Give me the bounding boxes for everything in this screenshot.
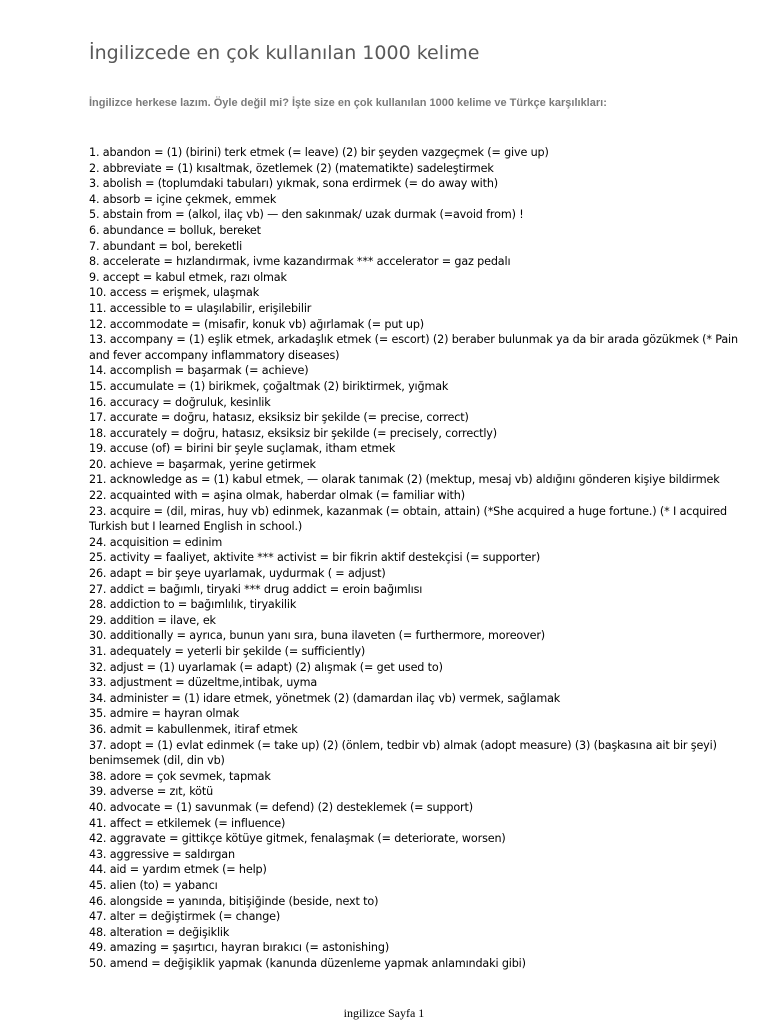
word-entry: 49. amazing = şaşırtıcı, hayran bırakıcı (= astonishing): [89, 941, 390, 955]
word-entry: 24. acquisition = edinim: [89, 535, 223, 549]
word-entry: 38. adore = çok sevmek, tapmak: [89, 769, 271, 783]
word-entry: 12. accommodate = (misafir, konuk vb) ağırlamak (= put up): [89, 317, 425, 331]
word-entry: 28. addiction to = bağımlılık, tiryakilik: [89, 598, 297, 612]
word-entry: 23. acquire = (dil, miras, huy vb) edinmek, kazanmak (= obtain, attain) (*She acquired a huge fortune.) (* I acquired Turkish but I learned English in school.): [89, 504, 727, 534]
word-entry: 13. accompany = (1) eşlik etmek, arkadaşlık etmek (= escort) (2) beraber bulunmak ya da bir arada gözükmek (* Pain and fever accompany inflammatory diseases): [89, 333, 738, 362]
word-entry: 18. accurately = doğru, hatasız, eksiksiz bir şekilde (= precisely, correctly): [89, 426, 497, 440]
word-entry: 15. accumulate = (1) birikmek, çoğaltmak (2) biriktirmek, yığmak: [89, 379, 449, 393]
word-entry: 45. alien (to) = yabancı: [89, 878, 218, 892]
word-entry: 9. accept = kabul etmek, razı olmak: [89, 270, 287, 284]
word-entry: 29. addition = ilave, ek: [89, 613, 216, 627]
word-entry: 48. alteration = değişiklik: [89, 925, 230, 939]
word-entry: 6. abundance = bolluk, bereket: [89, 223, 261, 237]
word-entry: 36. admit = kabullenmek, itiraf etmek: [89, 722, 298, 736]
word-entry: 14. accomplish = başarmak (= achieve): [89, 364, 309, 378]
word-entry: 10. access = erişmek, ulaşmak: [89, 286, 260, 300]
word-entry: 42. aggravate = gittikçe kötüye gitmek, fenalaşmak (= deteriorate, worsen): [89, 832, 506, 846]
word-entry: 32. adjust = (1) uyarlamak (= adapt) (2) alışmak (= get used to): [89, 660, 443, 674]
word-entry: 46. alongside = yanında, bitişiğinde (beside, next to): [89, 894, 379, 908]
word-entry: 3. abolish = (toplumdaki tabuları) yıkmak, sona erdirmek (= do away with): [89, 177, 499, 191]
word-entry: 47. alter = değiştirmek (= change): [89, 910, 281, 924]
word-entry: 30. additionally = ayrıca, bunun yanı sıra, buna ilaveten (= furthermore, moreover): [89, 629, 545, 643]
word-entry: 50. amend = değişiklik yapmak (kanunda düzenleme yapmak anlamındaki gibi): [89, 956, 526, 970]
word-entry: 20. achieve = başarmak, yerine getirmek: [89, 457, 316, 471]
word-entry: 26. adapt = bir şeye uyarlamak, uydurmak ( = adjust): [89, 567, 386, 581]
word-entry: 43. aggressive = saldırgan: [89, 847, 235, 861]
word-entry: 25. activity = faaliyet, aktivite *** activist = bir fikrin aktif destekçisi (= supporter): [89, 551, 541, 565]
word-entry: 19. accuse (of) = birini bir şeyle suçlamak, itham etmek: [89, 442, 396, 456]
word-entry: 34. administer = (1) idare etmek, yönetmek (2) (damardan ilaç vb) vermek, sağlamak: [89, 691, 561, 705]
word-entry: 21. acknowledge as = (1) kabul etmek, — olarak tanımak (2) (mektup, mesaj vb) aldığını gönderen kişiye bildirmek: [89, 473, 720, 487]
word-list: [89, 145, 758, 971]
page-footer: ingilizce Sayfa 1: [343, 1006, 425, 1020]
word-entry: 11. accessible to = ulaşılabilir, erişilebilir: [89, 301, 312, 315]
word-entry: 39. adverse = zıt, kötü: [89, 785, 214, 799]
word-entry: 4. absorb = içine çekmek, emmek: [89, 192, 277, 206]
word-entry: 16. accuracy = doğruluk, kesinlik: [89, 395, 271, 409]
word-entry: 41. affect = etkilemek (= influence): [89, 816, 286, 830]
word-entry: 31. adequately = yeterli bir şekilde (= sufficiently): [89, 645, 366, 658]
word-entry: 22. acquainted with = aşina olmak, haberdar olmak (= familiar with): [89, 489, 465, 503]
word-entry: 7. abundant = bol, bereketli: [89, 239, 243, 253]
word-entry: 44. aid = yardım etmek (= help): [89, 863, 267, 877]
document-title: İngilizcede en çok kullanılan 1000 kelime: [89, 42, 480, 64]
word-entry: 8. accelerate = hızlandırmak, ivme kazandırmak *** accelerator = gaz pedalı: [89, 255, 511, 269]
word-entry: 2. abbreviate = (1) kısaltmak, özetlemek (2) (matematikte) sadeleştirmek: [89, 161, 494, 175]
word-entry: 35. admire = hayran olmak: [89, 707, 240, 721]
word-entry: 17. accurate = doğru, hatasız, eksiksiz bir şekilde (= precise, correct): [89, 411, 469, 425]
word-entry: 1. abandon = (1) (birini) terk etmek (= leave) (2) bir şeyden vazgeçmek (= give up): [89, 146, 549, 159]
document-intro: İngilizce herkese lazım. Öyle değil mi? İşte size en çok kullanılan 1000 kelime ve Türkçe karşılıkları:: [89, 97, 607, 109]
word-entry: 5. abstain from = (alkol, ilaç vb) — den sakınmak/ uzak durmak (=avoid from) !: [89, 208, 524, 222]
word-entry: 37. adopt = (1) evlat edinmek (= take up) (2) (önlem, tedbir vb) almak (adopt measure) (3) (başkasına ait bir şeyi) benimsemek (dil, din vb): [89, 738, 717, 768]
word-entry: 40. advocate = (1) savunmak (= defend) (2) desteklemek (= support): [89, 800, 473, 814]
word-entry: 27. addict = bağımlı, tiryaki *** drug addict = eroin bağımlısı: [89, 582, 423, 596]
word-entry: 33. adjustment = düzeltme,intibak, uyma: [89, 676, 318, 690]
